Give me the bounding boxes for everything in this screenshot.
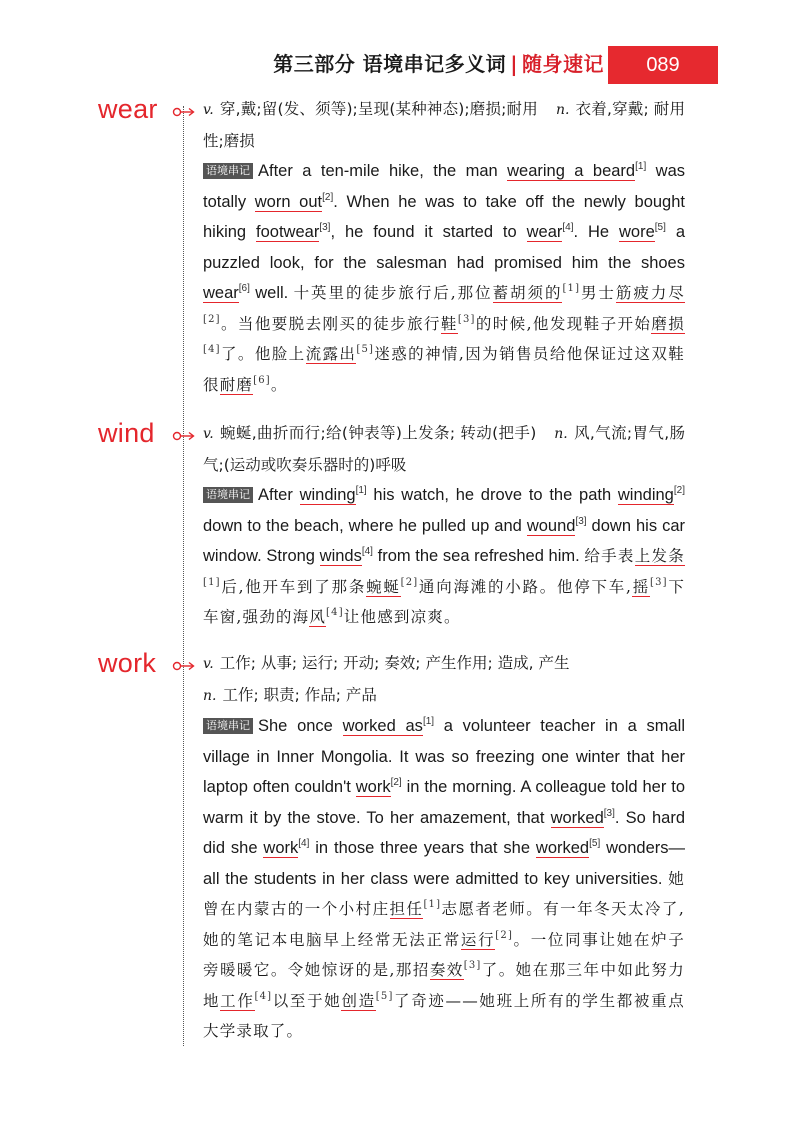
- pos-verb: v.: [203, 656, 214, 672]
- en-footnote-mark: [1]: [635, 161, 647, 172]
- en-text: , he found it started to: [330, 223, 527, 241]
- en-keyword: worked: [535, 839, 590, 857]
- en-text: wonders—all the students in her class were admitted to key universities.: [203, 839, 685, 888]
- english-example: [203, 162, 685, 302]
- en-keyword: worn out: [254, 192, 323, 211]
- example-tag: 语境串记: [203, 487, 253, 503]
- zh-text: 的时候,他发现鞋子开始: [475, 314, 652, 333]
- en-footnote-mark: [4]: [361, 546, 373, 557]
- zh-keyword: 筋疲力尽: [615, 284, 685, 302]
- en-text: was totally: [203, 162, 685, 211]
- en-footnote-mark: [2]: [390, 777, 402, 788]
- zh-footnote-mark: [3]: [463, 960, 482, 971]
- page-number: 089: [608, 46, 718, 84]
- series-title: 随身速记: [522, 52, 604, 76]
- zh-text: 了奇迹——她班上所有的学生都被重点大学录取了。: [203, 991, 685, 1040]
- en-keyword: wear: [526, 223, 563, 241]
- en-footnote-mark: [1]: [355, 485, 367, 496]
- en-text: a puzzled look, for the salesman had promised him the shoes: [203, 223, 685, 272]
- zh-footnote-mark: [2]: [495, 929, 514, 941]
- zh-text: 迷惑的神情,因为销售员给他保证过这双鞋很: [203, 345, 685, 394]
- zh-keyword: 流露出: [305, 345, 357, 363]
- zh-text: 让他感到凉爽。: [343, 608, 461, 626]
- definitions: [203, 648, 685, 711]
- en-keyword: worked: [550, 808, 604, 827]
- pos-noun: n.: [203, 687, 217, 704]
- zh-footnote-mark: [4]: [203, 344, 221, 355]
- zh-keyword: 蜿蜒: [366, 577, 401, 596]
- example-passage: [203, 480, 685, 633]
- zh-text: 她曾在内蒙古的一个小村庄: [203, 869, 685, 918]
- en-footnote-mark: [3]: [603, 807, 615, 819]
- en-text: She once: [258, 717, 343, 735]
- en-keyword: wound: [526, 516, 576, 535]
- section-title: [273, 48, 604, 77]
- headword: wear: [98, 94, 158, 124]
- zh-text: 十英里的徒步旅行后,那位: [293, 284, 493, 302]
- en-text: well.: [249, 284, 294, 302]
- zh-keyword: 耐磨: [219, 375, 254, 394]
- en-footnote-mark: [2]: [322, 191, 334, 203]
- pos-verb: v.: [203, 102, 214, 118]
- entry-content: [203, 418, 685, 633]
- en-keyword: wore: [619, 223, 655, 241]
- en-footnote-mark: [6]: [238, 283, 250, 294]
- en-keyword: wearing a beard: [507, 162, 636, 180]
- en-text: After: [258, 486, 300, 504]
- entry-content: [203, 648, 685, 1047]
- en-footnote-mark: [3]: [319, 222, 331, 233]
- en-keyword: worked as: [342, 717, 423, 735]
- en-keyword: wear: [203, 284, 239, 302]
- zh-footnote-mark: [4]: [326, 607, 344, 618]
- en-footnote-mark: [4]: [298, 838, 310, 849]
- zh-footnote-mark: [5]: [356, 344, 375, 355]
- zh-keyword: 摇: [632, 577, 650, 596]
- zh-footnote-mark: [2]: [400, 576, 419, 588]
- zh-keyword: 上发条: [634, 547, 685, 565]
- en-keyword: winding: [617, 486, 674, 504]
- zh-footnote-mark: [1]: [562, 283, 581, 294]
- zh-footnote-mark: [6]: [253, 374, 271, 386]
- verb-definitions: 蜿蜒,曲折而行;给(钟表等)上发条; 转动(把手): [219, 424, 537, 442]
- en-footnote-mark: [5]: [589, 838, 601, 849]
- zh-keyword: 工作: [220, 991, 255, 1010]
- en-text: in the morning. A colleague told her to warm it by the stove. To her amazement, that: [203, 778, 686, 827]
- en-text: down his car window. Strong: [203, 516, 685, 565]
- example-passage: [203, 711, 685, 1047]
- verb-definitions: 穿,戴;留(发、须等);呈现(某种神态);磨损;耐用: [219, 100, 538, 118]
- zh-footnote-mark: [4]: [254, 990, 273, 1002]
- definitions: [203, 94, 685, 156]
- title-separator: |: [510, 52, 518, 76]
- zh-text: 了。她在那三年中如此努力地: [203, 961, 685, 1010]
- zh-footnote-mark: [2]: [203, 313, 221, 325]
- pos-noun: n.: [555, 102, 570, 118]
- en-text: in those three years that she: [309, 839, 536, 857]
- zh-footnote-mark: [1]: [203, 576, 221, 588]
- chinese-translation: [203, 870, 685, 1041]
- headword: wind: [98, 418, 155, 448]
- en-footnote-mark: [3]: [575, 515, 587, 527]
- en-keyword: footwear: [256, 223, 320, 241]
- zh-keyword: 蓄胡须的: [492, 284, 563, 302]
- noun-definitions: 工作; 职责; 作品; 产品: [222, 685, 377, 704]
- pos-noun: n.: [554, 426, 568, 442]
- zh-footnote-mark: [3]: [650, 576, 668, 588]
- example-passage: [203, 156, 685, 400]
- zh-text: 。一位同事让她在炉子旁暖暖它。令她惊讶的是,那招: [203, 930, 685, 979]
- zh-text: 。当他要脱去刚买的徒步旅行: [220, 314, 441, 333]
- zh-text: 。: [270, 375, 288, 394]
- zh-keyword: 风: [309, 608, 327, 626]
- entry-content: [203, 94, 685, 400]
- pos-verb: v.: [203, 426, 214, 442]
- zh-text: 后,他开车到了那条: [220, 577, 367, 596]
- zh-text: 下车窗,强劲的海: [203, 577, 686, 626]
- en-text: After a ten-mile hike, the man: [258, 162, 508, 180]
- zh-text: 以至于她: [272, 991, 342, 1010]
- en-text: his watch, he drove to the path: [366, 486, 618, 504]
- example-tag: 语境串记: [203, 718, 253, 734]
- en-footnote-mark: [2]: [673, 485, 685, 496]
- en-text: . When he was to take off the newly bought hiking: [203, 192, 685, 241]
- noun-definitions: 衣着,穿戴; 耐用性;磨损: [203, 100, 685, 150]
- zh-keyword: 鞋: [440, 314, 458, 333]
- zh-footnote-mark: [3]: [457, 313, 476, 325]
- en-footnote-mark: [1]: [422, 716, 435, 727]
- page-header: [0, 46, 800, 86]
- en-keyword: winds: [319, 547, 362, 565]
- zh-keyword: 创造: [341, 991, 376, 1010]
- arrow-bullet-icon: [172, 104, 198, 120]
- zh-keyword: 担任: [389, 900, 424, 918]
- headword: work: [98, 648, 157, 678]
- en-keyword: work: [263, 839, 299, 857]
- part-title: 第三部分 语境串记多义词: [273, 52, 507, 76]
- zh-text: 通向海滩的小路。他停下车,: [418, 577, 633, 596]
- english-example: [203, 717, 685, 888]
- zh-footnote-mark: [5]: [375, 990, 394, 1002]
- zh-keyword: 磨损: [651, 314, 685, 333]
- en-text: from the sea refreshed him.: [372, 547, 585, 565]
- arrow-bullet-icon: [172, 428, 198, 444]
- en-text: . He: [573, 223, 620, 241]
- en-footnote-mark: [4]: [562, 222, 574, 233]
- zh-keyword: 奏效: [429, 961, 464, 979]
- en-footnote-mark: [5]: [654, 222, 666, 233]
- en-text: a volunteer teacher in a small village in Inner Mongolia. It was so freezing one winter that her laptop often couldn't: [203, 717, 686, 796]
- example-tag: 语境串记: [203, 163, 253, 179]
- zh-text: 给手表: [584, 547, 635, 565]
- zh-footnote-mark: [1]: [423, 899, 442, 910]
- definitions: [203, 418, 685, 480]
- en-text: down to the beach, where he pulled up and: [203, 516, 527, 535]
- dotted-guide-line: [183, 106, 184, 1046]
- zh-keyword: 运行: [460, 930, 496, 949]
- arrow-bullet-icon: [172, 658, 198, 674]
- verb-definitions: 工作; 从事; 运行; 开动; 奏效; 产生作用; 造成, 产生: [219, 654, 570, 672]
- zh-text: 了。他脸上: [220, 345, 306, 363]
- noun-definitions: 风,气流;胃气,肠气;(运动或吹奏乐器时的)呼吸: [203, 424, 686, 474]
- zh-text: 志愿者老师。有一年冬天太冷了,她的笔记本电脑早上经常无法正常: [203, 900, 685, 949]
- en-keyword: winding: [299, 486, 356, 504]
- zh-text: 男士: [580, 284, 616, 302]
- en-text: . So hard did she: [203, 808, 685, 857]
- en-keyword: work: [355, 778, 391, 796]
